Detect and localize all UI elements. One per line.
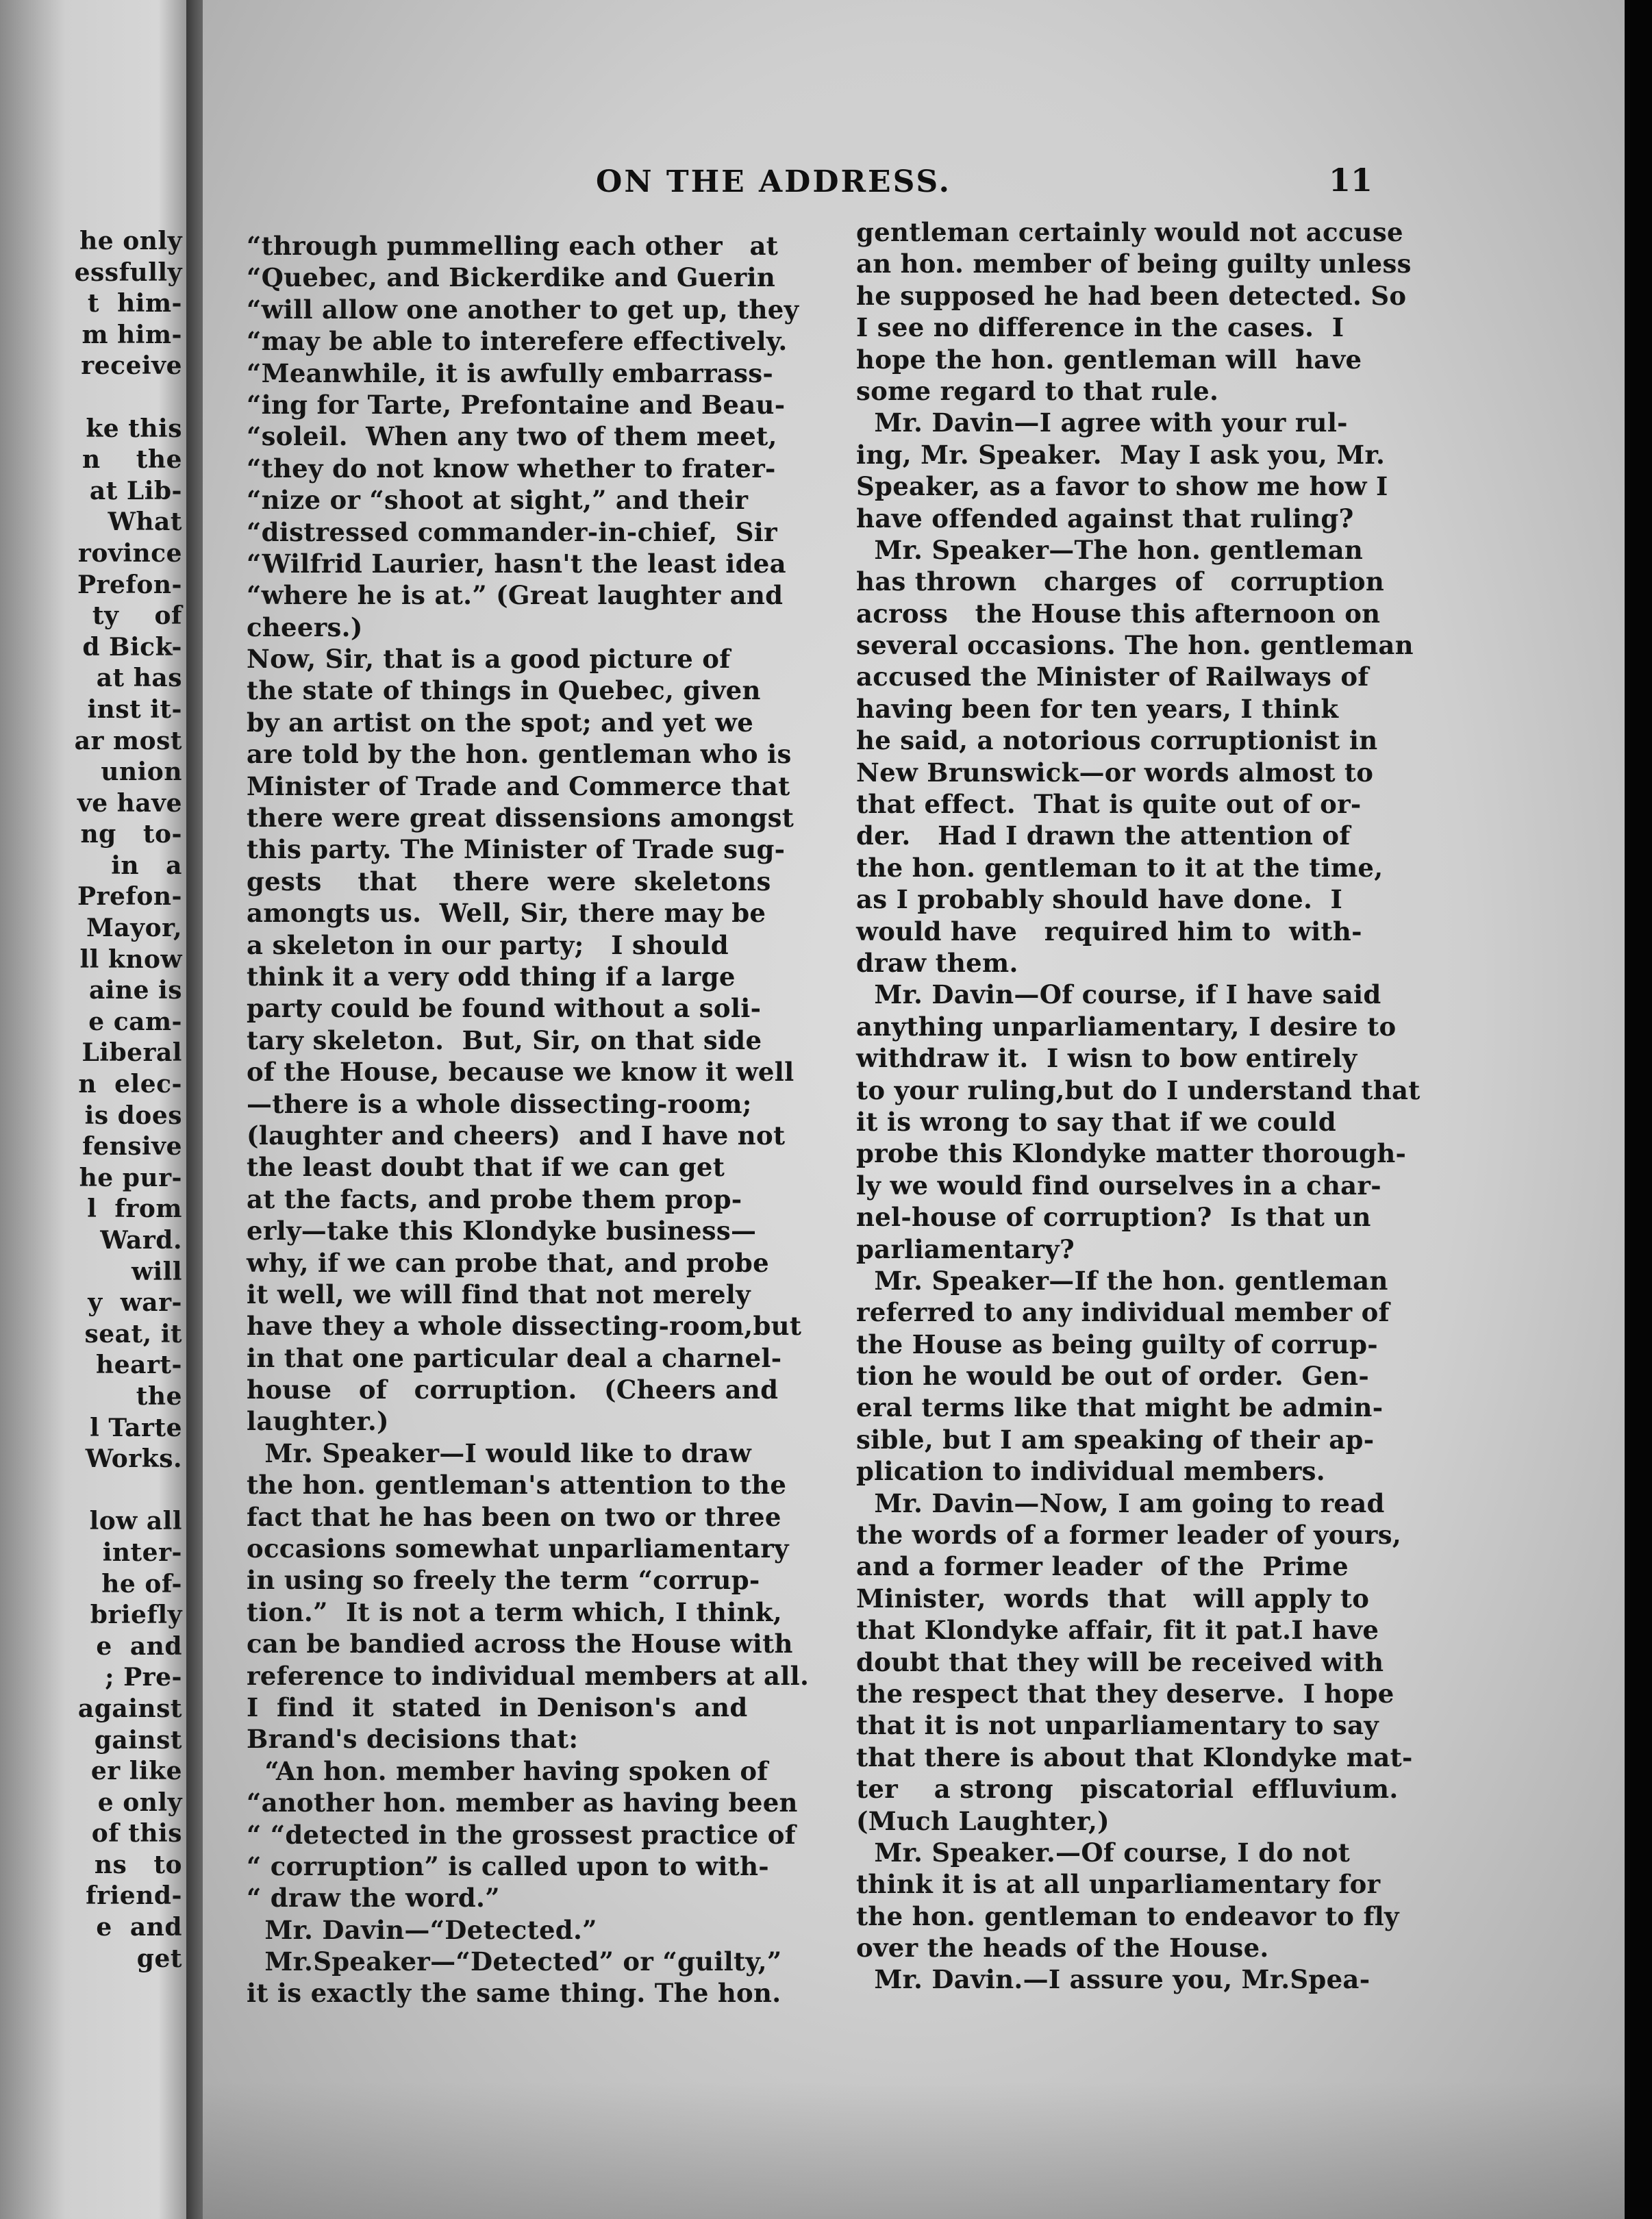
left-page-text-line: at has [96, 664, 182, 693]
left-page-text-line [4, 1475, 182, 1507]
left-page-text-line: ll know [79, 944, 182, 974]
column-1-text-line: “ “detected in the grossest practice of [247, 1819, 796, 1850]
column-1-text-line: a skeleton in our party; I should [247, 929, 729, 960]
column-1-text-line: of the House, because we know it well [247, 1057, 794, 1088]
left-page-text-line: low all [89, 1507, 182, 1536]
column-1-text-line: “through pummelling each other at [247, 231, 779, 261]
column-1-text-line: “ing for Tarte, Prefontaine and Beau- [247, 389, 786, 420]
column-1-text-line: at the facts, and probe them prop- [247, 1183, 742, 1214]
left-page-text-line: briefly [81, 1601, 182, 1630]
left-page-text-line: rovince [77, 538, 182, 568]
column-1-text-line: (laughter and cheers) and I have not [247, 1120, 786, 1151]
left-page-text-line: will [113, 1257, 182, 1286]
left-page-text-line: essfully [74, 258, 182, 287]
column-1-text-line: “where he is at.” (Great laughter and [247, 580, 784, 611]
left-page-text-line: ; Pre- [105, 1663, 182, 1692]
gutter-shadow [186, 0, 204, 2219]
left-page-text-line: Prefon- [77, 570, 182, 599]
column-2-text-line: Mr. Speaker—The hon. gentleman [856, 534, 1364, 565]
column-2-text-line: ter a strong piscatorial effluvium. [856, 1774, 1399, 1805]
left-page-text-line: t him- [87, 289, 182, 318]
column-1-text-line: Mr. Speaker—I would like to draw [247, 1438, 751, 1468]
left-page-text-line: Liberal [82, 1038, 182, 1068]
column-1-text-line: “will allow one another to get up, they [247, 294, 799, 325]
left-page-text-line: is does [84, 1101, 182, 1130]
column-2-text-line: would have required him to with- [856, 916, 1362, 946]
column-1-text-line: fact that he has been on two or three [247, 1501, 781, 1532]
left-page-text-line: e and [96, 1631, 182, 1661]
column-1-text-line: Mr. Davin—“Detected.” [247, 1914, 597, 1945]
column-2-text-line: Speaker, as a favor to show me how I [856, 471, 1388, 502]
left-page-text-line: Mayor, [86, 914, 182, 943]
column-1-text-line: “distressed commander-in-chief, Sir [247, 516, 777, 547]
left-page-text-line: ar most [74, 726, 182, 755]
left-page-text-line: at Lib- [89, 476, 182, 505]
left-page-text-line: What [99, 507, 182, 537]
column-1-text-line: “ corruption” is called upon to with- [247, 1851, 769, 1881]
column-1-text-line: —there is a whole dissecting-room; [247, 1088, 752, 1119]
column-1-text-line: the least doubt that if we can get [247, 1152, 725, 1183]
column-2-text-line: the hon. gentleman to it at the time, [856, 852, 1384, 883]
column-2-text-line: hope the hon. gentleman will have [856, 344, 1362, 375]
column-1-text-line: reference to individual members at all. [247, 1660, 810, 1691]
column-1-text-line: Now, Sir, that is a good picture of [247, 644, 731, 675]
column-2-text-line: referred to any individual member of [856, 1297, 1390, 1328]
column-2-text-line: parliamentary? [856, 1233, 1075, 1264]
column-2-text-line: the words of a former leader of yours, [856, 1520, 1402, 1551]
column-2-text-line: Mr. Davin.—I assure you, Mr.Spea- [856, 1964, 1371, 1995]
column-1-text-line: by an artist on the spot; and yet we [247, 707, 754, 738]
text-column-2 [856, 216, 1445, 1996]
left-page-text-line: union [92, 757, 182, 787]
column-2-text-line: think it is at all unparliamentary for [856, 1869, 1381, 1900]
column-1-text-line: tary skeleton. But, Sir, on that side [247, 1025, 762, 1055]
column-1-text-line: “An hon. member having spoken of [247, 1755, 768, 1786]
left-page-text-line: Works. [85, 1444, 182, 1474]
left-page-text-line: e and [96, 1913, 182, 1942]
column-2-text-line: that Klondyke affair, fit it pat.I have [856, 1615, 1379, 1646]
column-2-text-line: der. Had I drawn the attention of [856, 820, 1351, 851]
left-page-text-line: get [127, 1944, 182, 1973]
left-page-text-line: inst it- [87, 694, 182, 724]
column-2-text-line: he said, a notorious corruptionist in [856, 725, 1378, 756]
left-page-text-line: of this [91, 1819, 182, 1848]
left-page-text-line: heart- [87, 1351, 182, 1380]
column-2-text-line: the respect that they deserve. I hope [856, 1678, 1394, 1709]
left-page-text-line: e cam- [88, 1007, 182, 1036]
column-1-text-line: amongts us. Well, Sir, there may be [247, 898, 766, 929]
column-2-text-line: Mr. Davin—Of course, if I have said [856, 979, 1381, 1010]
left-page-text-line: d Bick- [82, 632, 182, 662]
left-page-fragments [4, 226, 182, 1974]
column-2-text-line: having been for ten years, I think [856, 693, 1339, 724]
column-1-text-line: think it a very odd thing if a large [247, 961, 736, 992]
left-page-text-line: l Tarte [90, 1413, 182, 1442]
column-2-text-line: that there is about that Klondyke mat- [856, 1742, 1413, 1772]
column-1-text-line: Mr.Speaker—“Detected” or “guilty,” [247, 1946, 782, 1977]
column-2-text-line: eral terms like that might be admin- [856, 1392, 1384, 1423]
column-1-text-line: this party. The Minister of Trade sug- [247, 834, 786, 865]
column-2-text-line: as I probably should have done. I [856, 884, 1343, 915]
column-1-text-line: occasions somewhat unparliamentary [247, 1533, 789, 1564]
column-1-text-line: party could be found without a soli- [247, 993, 762, 1024]
column-1-text-line: “soleil. When any two of them meet, [247, 421, 777, 452]
column-2-text-line: have offended against that ruling? [856, 503, 1354, 534]
text-column-1 [247, 230, 856, 2009]
left-page-text-line: ns to [94, 1850, 182, 1879]
left-page-text-line: l from [87, 1194, 182, 1224]
column-1-text-line: gests that there were skeletons [247, 866, 771, 897]
column-2-text-line: plication to individual members. [856, 1456, 1325, 1487]
column-1-text-line: are told by the hon. gentleman who is [247, 739, 792, 770]
column-1-text-line: there were great dissensions amongst [247, 803, 794, 833]
column-2-text-line: ing, Mr. Speaker. May I ask you, Mr. [856, 439, 1386, 470]
column-2-text-line: probe this Klondyke matter thorough- [856, 1138, 1407, 1169]
left-page-text-line: he of- [101, 1569, 182, 1599]
column-2-text-line: several occasions. The hon. gentleman [856, 630, 1414, 661]
column-2-text-line: New Brunswick—or words almost to [856, 757, 1374, 788]
left-page-text-line: seat, it [84, 1319, 182, 1349]
column-2-text-line: gentleman certainly would not accuse [856, 217, 1403, 247]
page-bottom-shading [203, 2082, 1625, 2219]
left-page-text-line: fensive [82, 1132, 182, 1162]
column-2-text-line: the hon. gentleman to endeavor to fly [856, 1901, 1399, 1931]
column-1-text-line: “Wilfrid Laurier, hasn't the least idea [247, 548, 786, 579]
column-2-text-line: nel-house of corruption? Is that un [856, 1202, 1371, 1233]
column-2-text-line: draw them. [856, 947, 1018, 978]
column-1-text-line: it is exactly the same thing. The hon. [247, 1978, 781, 2009]
column-2-text-line: Mr. Speaker—If the hon. gentleman [856, 1265, 1388, 1296]
left-page-edge [0, 0, 186, 2219]
right-edge [1625, 0, 1652, 2219]
column-1-text-line: “Meanwhile, it is awfully embarrass- [247, 358, 774, 388]
left-page-text-line: gainst [94, 1725, 182, 1755]
left-page-text-line: ng to- [80, 820, 182, 849]
column-1-text-line: laughter.) [247, 1406, 389, 1437]
column-2-text-line: accused the Minister of Railways of [856, 662, 1369, 692]
left-page-text-line: ty of [92, 601, 182, 631]
column-1-text-line: I find it stated in Denison's and [247, 1692, 748, 1722]
left-page-text-line: y war- [88, 1288, 182, 1318]
left-page-text-line: inter- [93, 1538, 182, 1567]
column-1-text-line: in using so freely the term “corrup- [247, 1565, 760, 1596]
column-1-text-line: in that one particular deal a charnel- [247, 1342, 782, 1373]
left-page-text-line: er like [90, 1757, 182, 1786]
column-1-text-line: the state of things in Quebec, given [247, 675, 761, 706]
left-page-text-line: aine is [88, 976, 182, 1005]
column-2-text-line: to your ruling,but do I understand that [856, 1075, 1421, 1105]
column-2-text-line: (Much Laughter,) [856, 1805, 1110, 1836]
column-2-text-line: the House as being guilty of corrup- [856, 1329, 1378, 1359]
column-2-text-line: doubt that they will be received with [856, 1646, 1384, 1677]
column-1-text-line: “another hon. member as having been [247, 1788, 798, 1818]
left-page-text-line: he only [79, 227, 182, 255]
left-page-text-line: m him- [82, 320, 182, 349]
column-2-text-line: Mr. Speaker.—Of course, I do not [856, 1837, 1351, 1868]
column-1-text-line: “Quebec, and Bickerdike and Guerin [247, 262, 776, 293]
left-page-text-line: e only [97, 1788, 182, 1817]
column-2-text-line: that it is not unparliamentary to say [856, 1710, 1379, 1741]
left-page-text-line: against [77, 1694, 182, 1723]
column-1-text-line: it well, we will find that not merely [247, 1279, 751, 1309]
column-2-text-line: I see no difference in the cases. I [856, 312, 1344, 343]
column-2-text-line: Minister, words that will apply to [856, 1583, 1370, 1614]
left-page-text-line: the [118, 1381, 182, 1411]
column-2-text-line: sible, but I am speaking of their ap- [856, 1424, 1375, 1455]
running-header: ON THE ADDRESS. [596, 164, 951, 199]
left-page-text-line: n elec- [78, 1070, 182, 1099]
column-2-text-line: over the heads of the House. [856, 1933, 1269, 1964]
column-2-text-line: he supposed he had been detected. So [856, 280, 1407, 311]
column-2-text-line: anything unparliamentary, I desire to [856, 1011, 1397, 1042]
left-page-text-line [4, 382, 182, 414]
column-2-text-line: withdraw it. I wisn to bow entirely [856, 1043, 1357, 1074]
left-page-text-line: ke this [86, 414, 182, 443]
column-2-text-line: and a former leader of the Prime [856, 1551, 1349, 1582]
column-2-text-line: ly we would find ourselves in a char- [856, 1170, 1381, 1201]
column-1-text-line: “they do not know whether to frater- [247, 453, 776, 484]
column-1-text-line: erly—take this Klondyke business— [247, 1216, 757, 1246]
left-page-text-line: in a [93, 851, 182, 880]
column-1-text-line: house of corruption. (Cheers and [247, 1375, 779, 1405]
column-2-text-line: it is wrong to say that if we could [856, 1106, 1336, 1137]
column-1-text-line: “nize or “shoot at sight,” and their [247, 485, 749, 516]
column-1-text-line: cheers.) [247, 612, 363, 642]
column-1-text-line: have they a whole dissecting-room,but [247, 1311, 802, 1342]
left-page-text-line: Ward. [100, 1226, 182, 1255]
left-page-text-line: receive [72, 351, 182, 381]
column-1-text-line: why, if we can probe that, and probe [247, 1247, 769, 1278]
column-2-text-line: tion he would be out of order. Gen- [856, 1361, 1370, 1392]
column-1-text-line: can be bandied across the House with [247, 1629, 793, 1659]
left-page-text-line: friend- [86, 1881, 182, 1911]
left-page-text-line: ve have [77, 788, 182, 818]
column-1-text-line: “ draw the word.” [247, 1883, 500, 1914]
page-number: 11 [1329, 162, 1373, 199]
column-1-text-line: “may be able to interefere effectively. [247, 326, 788, 357]
left-page-text-line: Prefon- [77, 882, 182, 912]
column-1-text-line: tion.” It is not a term which, I think, [247, 1596, 782, 1627]
column-1-text-line: the hon. gentleman's attention to the [247, 1470, 787, 1501]
column-2-text-line: across the House this afternoon on [856, 598, 1381, 629]
left-page-text-line: n the [82, 445, 182, 475]
left-page-text-line: he pur- [79, 1163, 182, 1192]
column-2-text-line: an hon. member of being guilty unless [856, 249, 1412, 279]
column-2-text-line: Mr. Davin—I agree with your rul- [856, 408, 1348, 438]
column-2-text-line: that effect. That is quite out of or- [856, 789, 1362, 820]
column-1-text-line: Brand's decisions that: [247, 1724, 579, 1755]
column-1-text-line: Minister of Trade and Commerce that [247, 770, 790, 801]
column-2-text-line: some regard to that rule. [856, 375, 1219, 406]
column-2-text-line: Mr. Davin—Now, I am going to read [856, 1488, 1385, 1518]
column-2-text-line: has thrown charges of corruption [856, 566, 1385, 597]
